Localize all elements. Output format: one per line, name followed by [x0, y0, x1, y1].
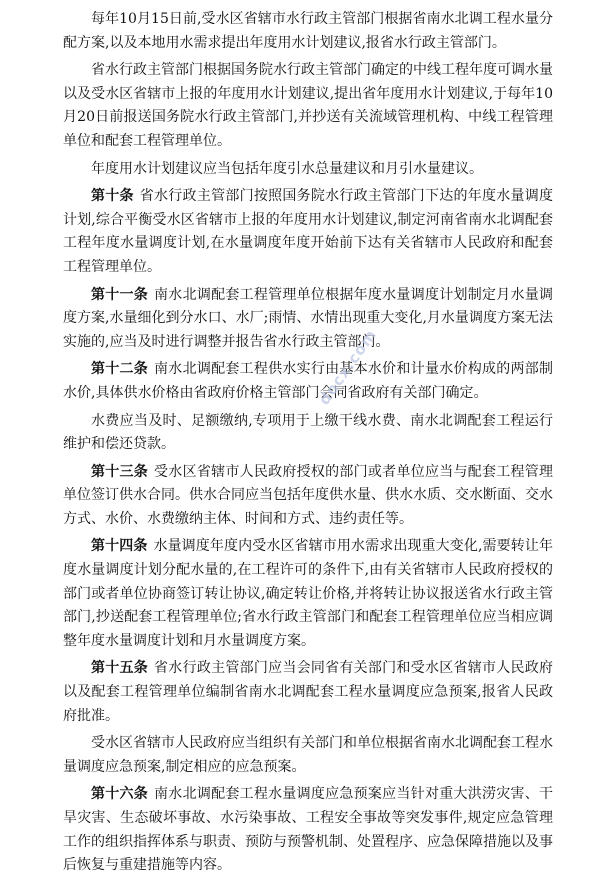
paragraph-text: 每年10月15日前,受水区省辖市水行政主管部门根据省南水北调工程水量分配方案,以及本地用水需求提出年度用水计划建议,报省水行政主管部门。 [63, 11, 553, 51]
paragraph [63, 461, 553, 532]
article-label: 第十四条 [91, 538, 148, 555]
paragraph [63, 783, 553, 877]
paragraph [63, 657, 553, 728]
paragraph-text: 南水北调配套工程水量调度应急预案应当针对重大洪涝灾害、干旱灾害、生态破坏事故、水污染事故、工程安全事故等突发事件,规定应急管理工作的组织指挥体系与职责、预防与预警机制、处置程序、应急保障措施以及事后恢复与重建措施等内容。 [63, 786, 554, 874]
watermark: docx.com [315, 325, 381, 409]
paragraph-text: 受水区省辖市人民政府应当组织有关部门和单位根据省南水北调配套工程水量调度应急预案,制定相应的应急预案。 [63, 735, 553, 775]
paragraph [63, 59, 553, 153]
article-label: 第十二条 [91, 361, 149, 378]
article-label: 第十条 [91, 188, 134, 205]
paragraph-text: 省水行政主管部门按照国务院水行政主管部门下达的年度水量调度计划,综合平衡受水区省辖市上报的年度用水计划建议,制定河南省南水北调配套工程年度水量调度计划,在水量调度年度开始前下达有关省辖市人民政府和配套工程管理单位。 [63, 188, 554, 275]
paragraph-text: 年度用水计划建议应当包括年度引水总量建议和月引水量建议。 [91, 160, 483, 177]
article-label: 第十六条 [91, 786, 149, 803]
paragraph [63, 284, 553, 355]
paragraph-text: 水量调度年度内受水区省辖市用水需求出现重大变化,需要转让年度水量调度计划分配水量的,在工程许可的条件下,由有关省辖市人民政府授权的部门或者单位协商签订转让协议,确定转让价格,并将转让协议报送省水行政主管部门,抄送配套工程管理单位;省水行政主管部门和配套工程管理单位应当相应调整年度水量调度计划和月水量调度方案。 [63, 538, 554, 649]
paragraph-text: 受水区省辖市人民政府授权的部门或者单位应当与配套工程管理单位签订供水合同。供水合同应当包括年度供水量、供水水质、交水断面、交水方式、水价、水费缴纳主体、时间和方式、违约责任等。 [63, 463, 554, 527]
paragraph [63, 158, 553, 182]
paragraph-text: 南水北调配套工程供水实行由基本水价和计量水价构成的两部制水价,具体供水价格由省政府价格主管部门会同省政府有关部门确定。 [63, 361, 554, 401]
paragraph [63, 185, 553, 279]
paragraph-text: 南水北调配套工程管理单位根据年度水量调度计划制定月水量调度方案,水量细化到分水口、水厂;雨情、水情出现重大变化,月水量调度方案无法实施的,应当及时进行调整并报告省水行政主管部门。 [63, 286, 554, 350]
paragraph-text: 省水行政主管部门应当会同省有关部门和受水区省辖市人民政府以及配套工程管理单位编制省南水北调配套工程水量调度应急预案,报省人民政府批准。 [63, 660, 554, 724]
article-label: 第十三条 [91, 463, 149, 480]
paragraph [63, 8, 553, 55]
document-body [63, 8, 553, 882]
paragraph-text: 水费应当及时、足额缴纳,专项用于上缴干线水费、南水北调配套工程运行维护和偿还贷款。 [63, 412, 553, 453]
article-label: 第十五条 [91, 660, 149, 677]
paragraph [63, 732, 553, 779]
paragraph [63, 358, 553, 405]
paragraph [63, 535, 553, 653]
article-label: 第十一条 [91, 286, 149, 303]
paragraph [63, 410, 553, 457]
paragraph-text: 省水行政主管部门根据国务院水行政主管部门确定的中线工程年度可调水量以及受水区省辖市上报的年度用水计划建议,提出省年度用水计划建议,于每年10月20日前报送国务院水行政主管部门,并抄送有关流域管理机构、中线工程管理单位和配套工程管理单位。 [63, 62, 553, 149]
